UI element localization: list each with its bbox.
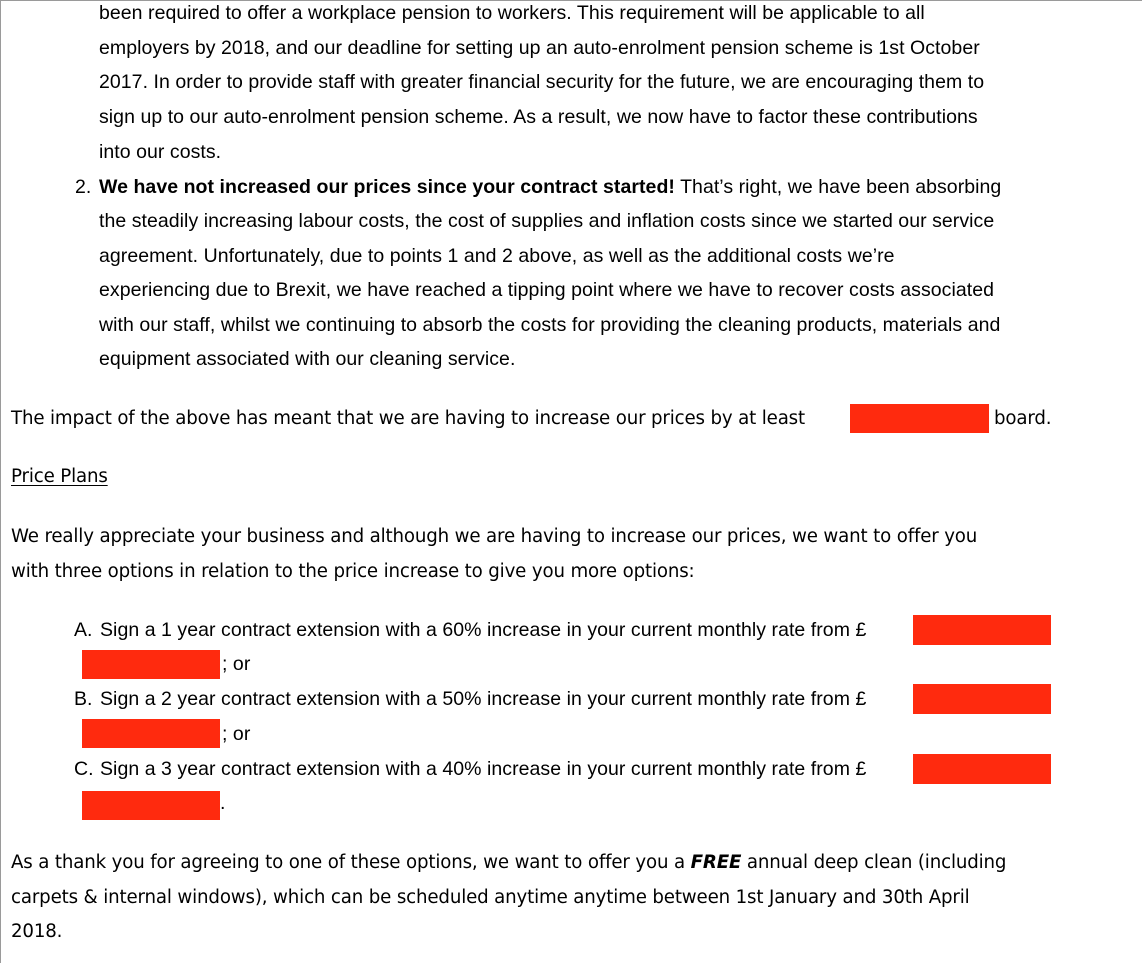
first-line-rest: That’s right, we have been absorbing bbox=[674, 176, 1002, 198]
bold-lead: We have not increased our prices since your contract started! bbox=[99, 176, 675, 198]
option-text: Sign a 2 year contract extension with a 50% increase in your current monthly rate from £ bbox=[100, 688, 867, 710]
impact-text-before: The impact of the above has meant that we are having to increase our prices by at least bbox=[11, 408, 805, 429]
paragraph-line: employers by 2018, and our deadline for setting up an auto-enrolment pension scheme is 1st October bbox=[99, 37, 980, 59]
paragraph-line: carpets & internal windows), which can be scheduled anytime anytime between 1st January and 30th April bbox=[11, 887, 970, 908]
paragraph-line: with our staff, whilst we continuing to absorb the costs for providing the cleaning products, materials and bbox=[99, 314, 1001, 336]
paragraph-line: equipment associated with our cleaning service. bbox=[99, 348, 516, 370]
paragraph-line: the steadily increasing labour costs, the cost of supplies and inflation costs since we started our service bbox=[99, 210, 995, 232]
price-plans-heading: Price Plans bbox=[11, 466, 108, 487]
thank-you-after: annual deep clean (including bbox=[741, 852, 1007, 873]
redaction-block bbox=[913, 615, 1051, 645]
option-text: Sign a 3 year contract extension with a 40% increase in your current monthly rate from £ bbox=[100, 758, 867, 780]
option-continuation: . bbox=[220, 792, 226, 814]
option-continuation: ; or bbox=[222, 723, 251, 745]
option-text: Sign a 1 year contract extension with a 60% increase in your current monthly rate from £ bbox=[100, 619, 867, 641]
option-continuation: ; or bbox=[222, 653, 251, 675]
section-heading bbox=[11, 466, 108, 487]
impact-text-after: board. bbox=[994, 408, 1052, 429]
redaction-block bbox=[913, 684, 1051, 714]
paragraph-line: We really appreciate your business and although we are having to increase our prices, we want to offer you bbox=[11, 526, 978, 547]
paragraph-line: 2018. bbox=[11, 921, 63, 942]
option-letter: B. bbox=[74, 688, 93, 710]
paragraph-line: agreement. Unfortunately, due to points 1 and 2 above, as well as the additional costs we’re bbox=[99, 245, 895, 267]
free-emphasis: FREE bbox=[690, 852, 742, 873]
redaction-block bbox=[82, 650, 220, 679]
redaction-block bbox=[82, 719, 220, 748]
paragraph-line: experiencing due to Brexit, we have reached a tipping point where we have to recover costs associated bbox=[99, 279, 994, 301]
redaction-block bbox=[913, 754, 1051, 784]
redaction-block bbox=[82, 791, 220, 820]
paragraph-line: sign up to our auto-enrolment pension scheme. As a result, we now have to factor these contributions bbox=[99, 106, 978, 128]
paragraph-line bbox=[99, 176, 1065, 199]
paragraph-line: been required to offer a workplace pension to workers. This requirement will be applicable to all bbox=[99, 2, 925, 24]
paragraph-line: with three options in relation to the price increase to give you more options: bbox=[11, 561, 695, 582]
paragraph-line: into our costs. bbox=[99, 141, 222, 163]
option-letter: C. bbox=[74, 758, 94, 780]
option-letter: A. bbox=[74, 619, 93, 641]
paragraph-line: 2017. In order to provide staff with greater financial security for the future, we are encouraging them to bbox=[99, 71, 985, 93]
paragraph-line bbox=[11, 852, 1065, 873]
thank-you-before: As a thank you for agreeing to one of these options, we want to offer you a bbox=[11, 852, 691, 873]
redaction-block bbox=[850, 404, 989, 433]
list-number: 2. bbox=[75, 176, 92, 198]
